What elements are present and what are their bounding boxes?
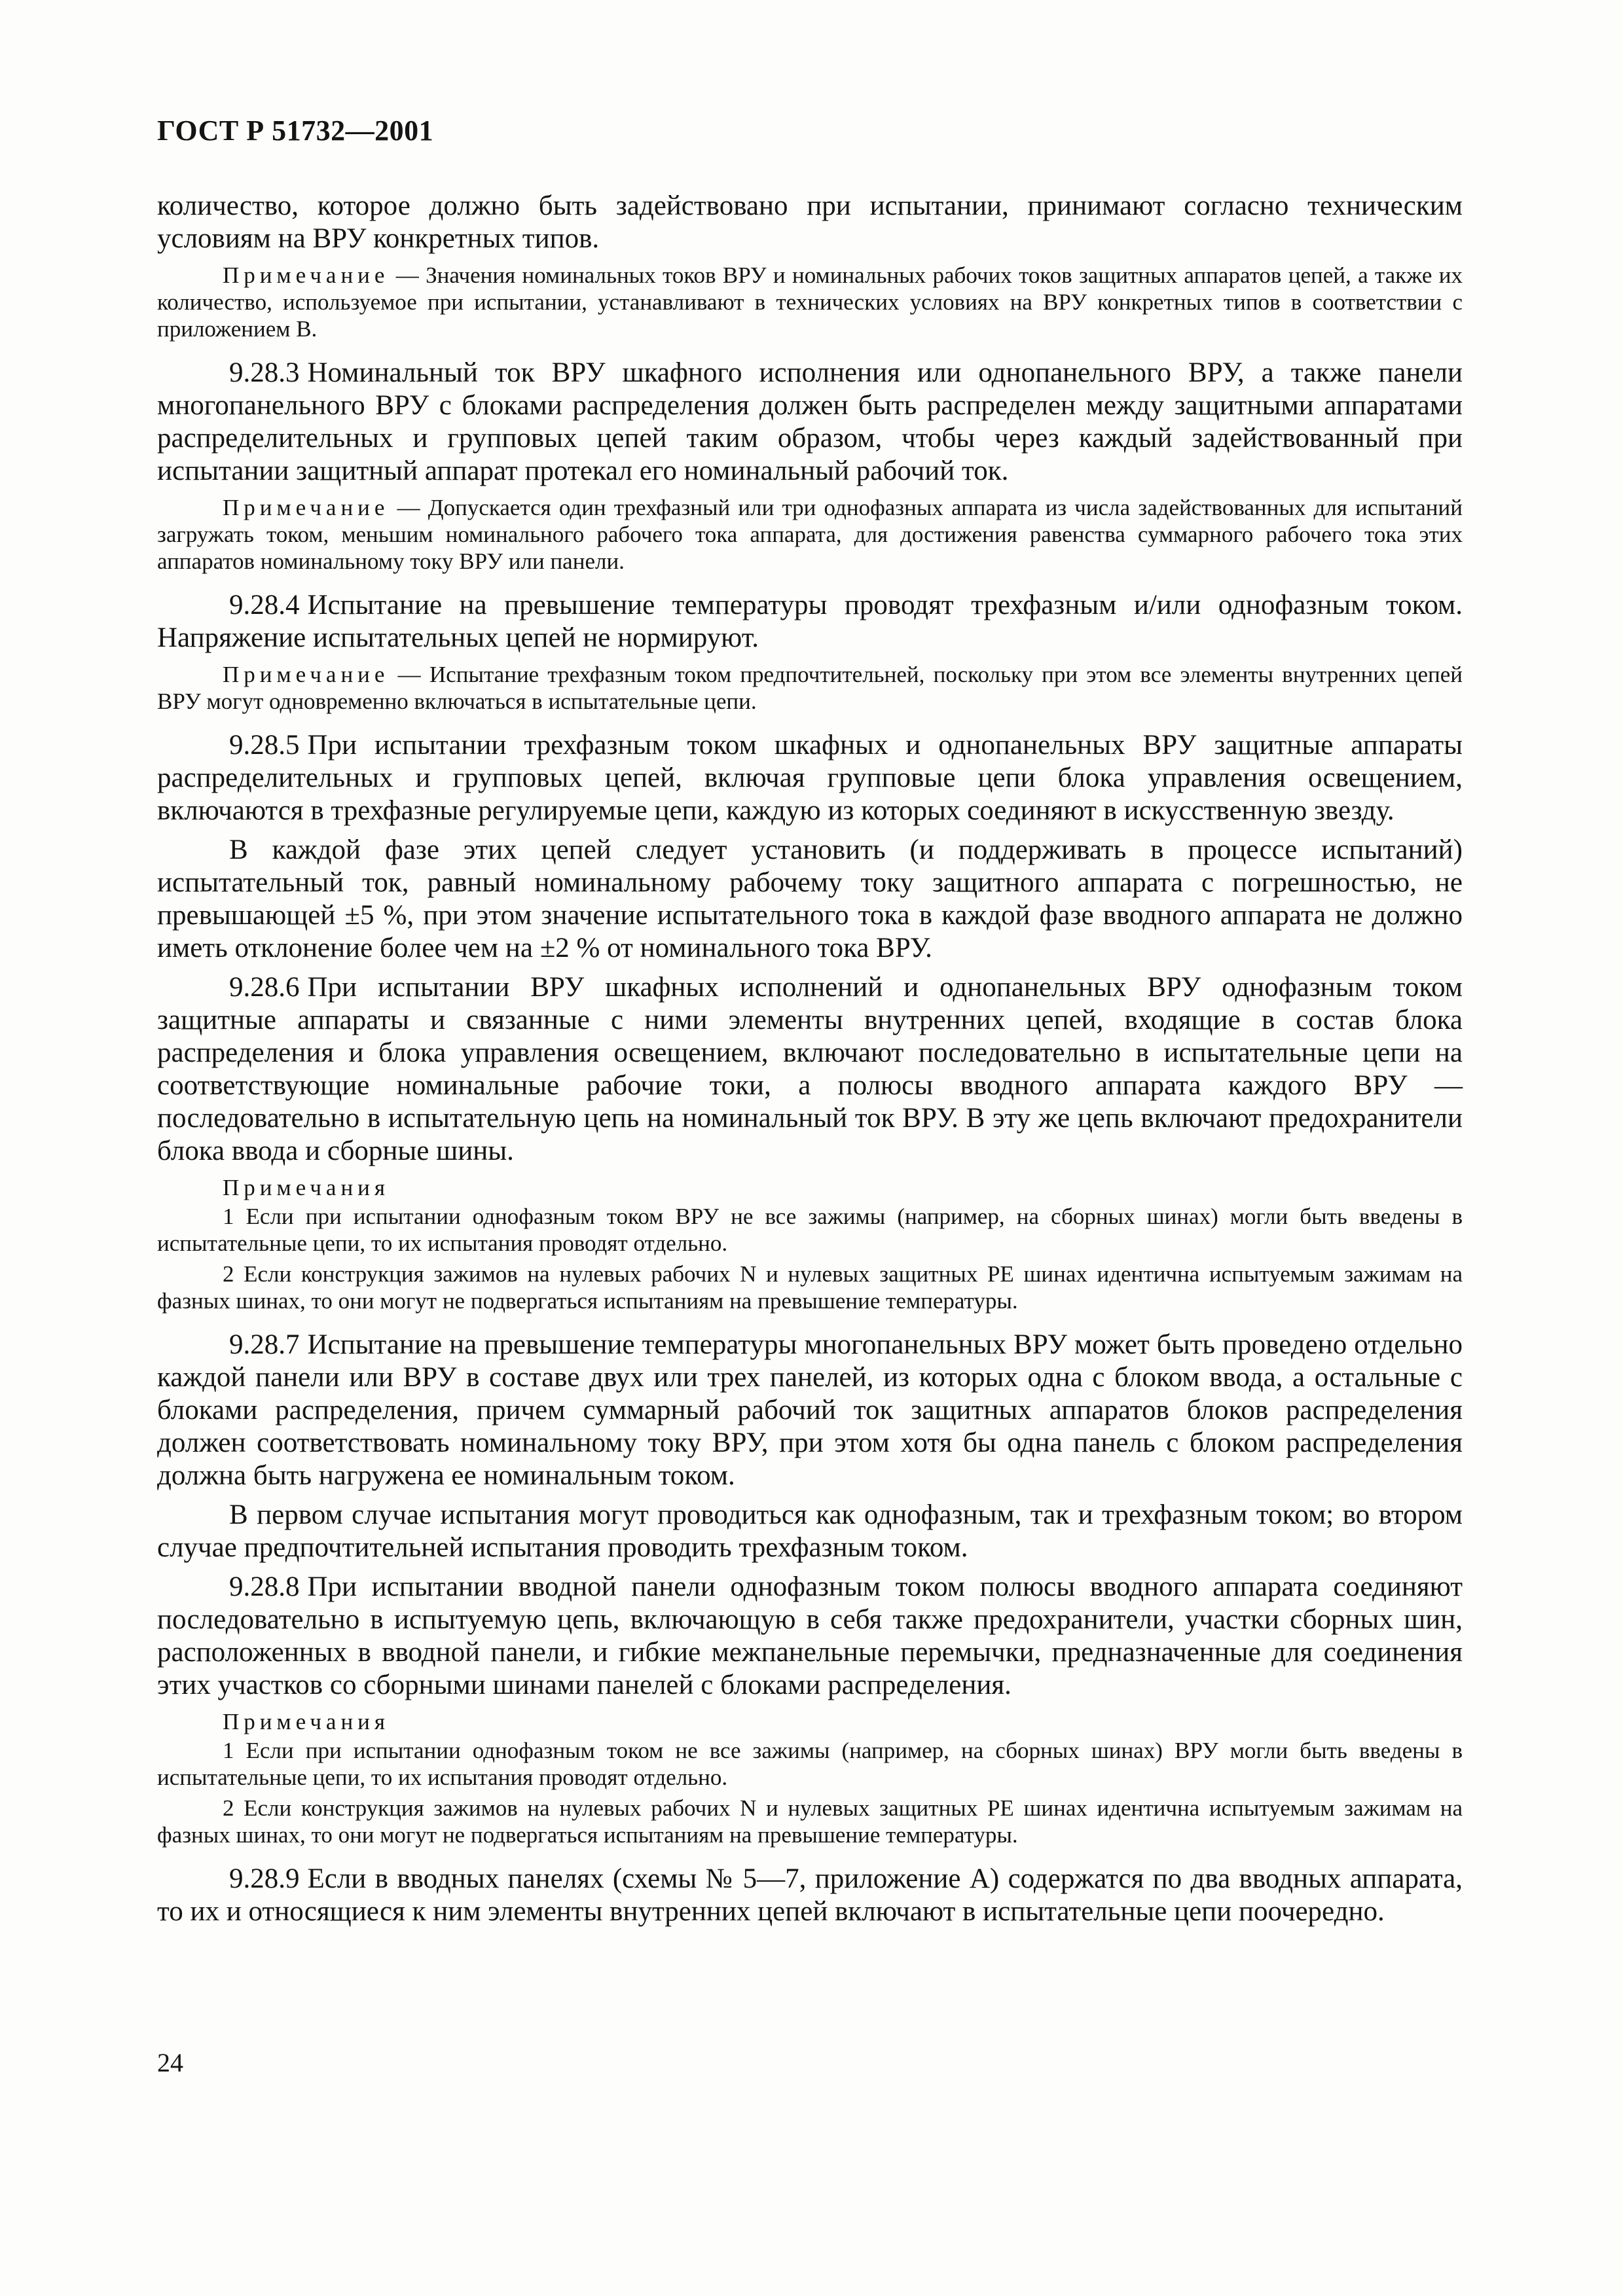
clause-number: 9.28.9 bbox=[229, 1863, 300, 1894]
notes-title: Примечания bbox=[223, 1175, 390, 1200]
note bbox=[157, 262, 1463, 342]
note-item: 2 Если конструкция зажимов на нулевых рабочих N и нулевых защитных PE шинах идентична испытуемым зажимам на фазных шинах, то они могут не подвергаться испытаниям на превышение температуры. bbox=[157, 1261, 1463, 1314]
paragraph bbox=[157, 1499, 1463, 1564]
paragraph-text: При испытании вводной панели однофазным током полюсы вводного аппарата соединяют последовательно в испытуемую цепь, включающую в себя также предохранители, участки сборных шин, расположенных в вводной панели, и гибкие межпанельные перемычки, предназначенные для соединения этих участков со сборными шинами панелей с блоками распределения. bbox=[157, 1571, 1463, 1700]
clause-number: 9.28.4 bbox=[229, 590, 300, 620]
note-item: 2 Если конструкция зажимов на нулевых рабочих N и нулевых защитных PE шинах идентична испытуемым зажимам на фазных шинах, то они могут не подвергаться испытаниям на превышение температуры. bbox=[157, 1795, 1463, 1848]
clause-paragraph bbox=[157, 1329, 1463, 1492]
document-body bbox=[157, 190, 1463, 1935]
clause-paragraph bbox=[157, 971, 1463, 1168]
paragraph-text: В первом случае испытания могут проводиться как однофазным, так и трехфазным током; во втором случае предпочтительней испытания проводить трехфазным током. bbox=[157, 1499, 1463, 1563]
note-label: Примечание bbox=[223, 662, 390, 687]
note-item: 1 Если при испытании однофазным током не все зажимы (например, на сборных шинах) ВРУ могли быть введены в испытательные цепи, то их испытания проводят отдельно. bbox=[157, 1738, 1463, 1790]
paragraph bbox=[157, 190, 1463, 255]
note bbox=[157, 661, 1463, 715]
page-number: 24 bbox=[157, 2048, 183, 2077]
clause-number: 9.28.3 bbox=[229, 357, 300, 388]
note-text: — Значения номинальных токов ВРУ и номинальных рабочих токов защитных аппаратов цепей, а также их количество, используемое при испытании, устанавливают в технических условиях на ВРУ конкретных типов в соответствии с приложением В. bbox=[157, 262, 1463, 342]
paragraph-text: В каждой фазе этих цепей следует установить (и поддерживать в процессе испытаний) испытательный ток, равный номинальному рабочему току защитного аппарата с погрешностью, не превышающей ±5 %, при этом значение испытательного тока в каждой фазе вводного аппарата не должно иметь отклонение более чем на ±2 % от номинального тока ВРУ. bbox=[157, 834, 1463, 963]
paragraph-text: Если в вводных панелях (схемы № 5—7, приложение А) содержатся по два вводных аппарата, то их и относящиеся к ним элементы внутренних цепей включают в испытательные цепи поочередно. bbox=[157, 1863, 1463, 1927]
paragraph-text: количество, которое должно быть задействовано при испытании, принимают согласно техническим условиям на ВРУ конкретных типов. bbox=[157, 190, 1463, 254]
clause-paragraph bbox=[157, 1571, 1463, 1702]
notes-block bbox=[157, 1708, 1463, 1848]
note-item: 1 Если при испытании однофазным током ВРУ не все зажимы (например, на сборных шинах) могли быть введены в испытательные цепи, то их испытания проводят отдельно. bbox=[157, 1204, 1463, 1256]
note bbox=[157, 494, 1463, 575]
paragraph-text: При испытании трехфазным током шкафных и однопанельных ВРУ защитные аппараты распределительных и групповых цепей, включая групповые цепи блока управления освещением, включаются в трехфазные регулируемые цепи, каждую из которых соединяют в искусственную звезду. bbox=[157, 730, 1463, 826]
paragraph-text: Испытание на превышение температуры многопанельных ВРУ может быть проведено отдельно каждой панели или ВРУ в составе двух или трех панелей, из которых одна с блоком ввода, а остальные с блоками распределения, причем суммарный рабочий ток защитных аппаратов блоков распределения должен соответствовать номинальному току ВРУ, при этом хотя бы одна панель с блоком распределения должна быть нагружена ее номинальным током. bbox=[157, 1329, 1463, 1491]
clause-number: 9.28.6 bbox=[229, 972, 300, 1003]
clause-number: 9.28.5 bbox=[229, 730, 300, 761]
clause-number: 9.28.7 bbox=[229, 1329, 300, 1360]
paragraph-text: Испытание на превышение температуры проводят трехфазным и/или однофазным током. Напряжение испытательных цепей не нормируют. bbox=[157, 590, 1463, 653]
clause-paragraph bbox=[157, 729, 1463, 827]
clause-paragraph bbox=[157, 357, 1463, 488]
notes-block bbox=[157, 1174, 1463, 1314]
paragraph-text: Номинальный ток ВРУ шкафного исполнения или однопанельного ВРУ, а также панели многопанельного ВРУ с блоками распределения должен быть распределен между защитными аппаратами распределительных и групповых цепей таким образом, чтобы через каждый задействованный при испытании защитный аппарат протекал его номинальный рабочий ток. bbox=[157, 357, 1463, 486]
note-label: Примечание bbox=[223, 262, 390, 288]
note-text: — Допускается один трехфазный или три однофазных аппарата из числа задействованных для испытаний загружать током, меньшим номинального рабочего тока аппарата, для достижения равенства суммарного рабочего тока этих аппаратов номинальному току ВРУ или панели. bbox=[157, 495, 1463, 574]
clause-paragraph bbox=[157, 1863, 1463, 1928]
paragraph bbox=[157, 834, 1463, 965]
document-header: ГОСТ Р 51732—2001 bbox=[157, 115, 434, 147]
clause-paragraph bbox=[157, 589, 1463, 655]
note-text: — Испытание трехфазным током предпочтительней, поскольку при этом все элементы внутренних цепей ВРУ могут одновременно включаться в испытательные цепи. bbox=[157, 662, 1463, 714]
note-label: Примечание bbox=[223, 495, 390, 520]
paragraph-text: При испытании ВРУ шкафных исполнений и однопанельных ВРУ однофазным током защитные аппараты и связанные с ними элементы внутренних цепей, входящие в состав блока распределения и блока управления освещением, включают последовательно в испытательные цепи на соответствующие номинальные рабочие токи, а полюсы вводного аппарата каждого ВРУ — последовательно в испытательную цепь на номинальный ток ВРУ. В эту же цепь включают предохранители блока ввода и сборные шины. bbox=[157, 972, 1463, 1166]
notes-title: Примечания bbox=[223, 1709, 390, 1734]
clause-number: 9.28.8 bbox=[229, 1571, 300, 1602]
